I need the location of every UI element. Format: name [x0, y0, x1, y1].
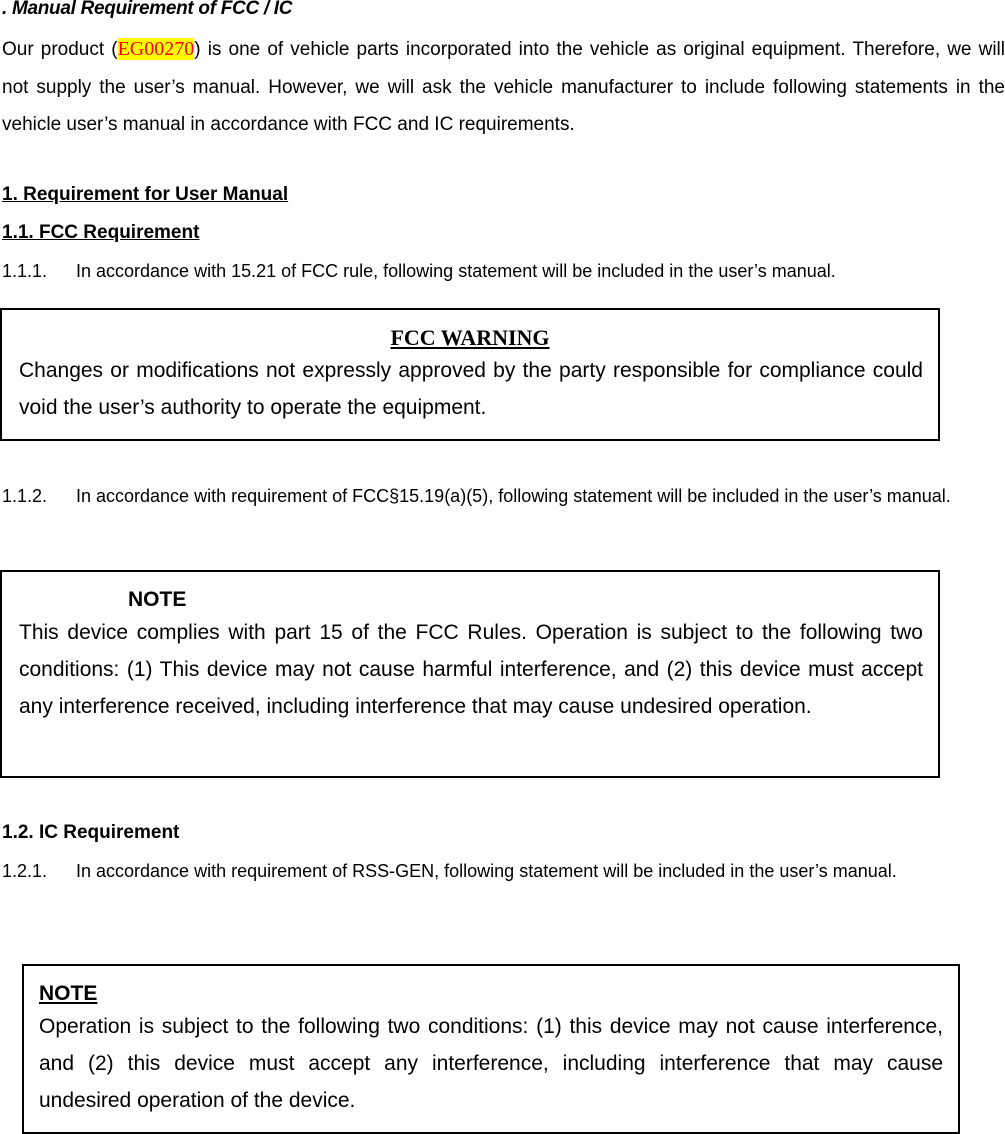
ic-note-box	[22, 964, 960, 1134]
product-code-highlight: EG00270	[117, 38, 195, 60]
item-text: In accordance with requirement of RSS-GEN, following statement will be included in the user’s manual.	[76, 861, 897, 881]
item-number: 1.1.2.	[2, 486, 48, 506]
item-number: 1.1.1.	[2, 261, 48, 281]
fcc-warning-title: FCC WARNING	[390, 325, 550, 350]
fcc-note-text: This device complies with part 15 of the FCC Rules. Operation is subject to the following two conditions: (1) This device may not cause harmful interference, and (2) this device must accept any interference received, including interference that may cause undesired operation.	[19, 621, 923, 718]
fcc-warning-box	[0, 308, 940, 441]
list-item-1-1-1	[2, 253, 1005, 290]
item-number: 1.2.1.	[2, 861, 48, 881]
item-text: In accordance with 15.21 of FCC rule, following statement will be included in the user’s manual.	[76, 261, 836, 281]
intro-paragraph	[2, 31, 1005, 144]
section-heading-fcc-requirement: 1.1. FCC Requirement	[2, 222, 200, 243]
fcc-warning-text: Changes or modifications not expressly approved by the party responsible for compliance could void the user’s authority to operate the equipment.	[19, 359, 923, 419]
item-text: In accordance with requirement of FCC§15.19(a)(5), following statement will be included in the user’s manual.	[76, 486, 951, 506]
section-heading-ic-requirement: 1.2. IC Requirement	[2, 822, 180, 843]
intro-text-after-code: ) is one of vehicle parts incorporated into the vehicle as original equipment. Therefore, we will not supply the user’s manual. However, we will ask the vehicle manufacturer to include following statements in the vehicle user’s manual in accordance with FCC and IC requirements.	[2, 39, 1005, 135]
fcc-note-box	[0, 570, 940, 778]
list-item-1-1-2	[2, 478, 1005, 515]
section-heading-user-manual: 1. Requirement for User Manual	[2, 184, 289, 205]
document-title: . Manual Requirement of FCC / IC	[2, 0, 293, 19]
fcc-note-title: NOTE	[128, 588, 187, 611]
intro-text-before-code: Our product (	[2, 39, 118, 60]
ic-note-title: NOTE	[39, 982, 98, 1005]
ic-note-text: Operation is subject to the following two conditions: (1) this device may not cause interference, and (2) this device must accept any interference, including interference that may cause undesired operation of the device.	[39, 1015, 943, 1112]
list-item-1-2-1	[2, 853, 1005, 890]
